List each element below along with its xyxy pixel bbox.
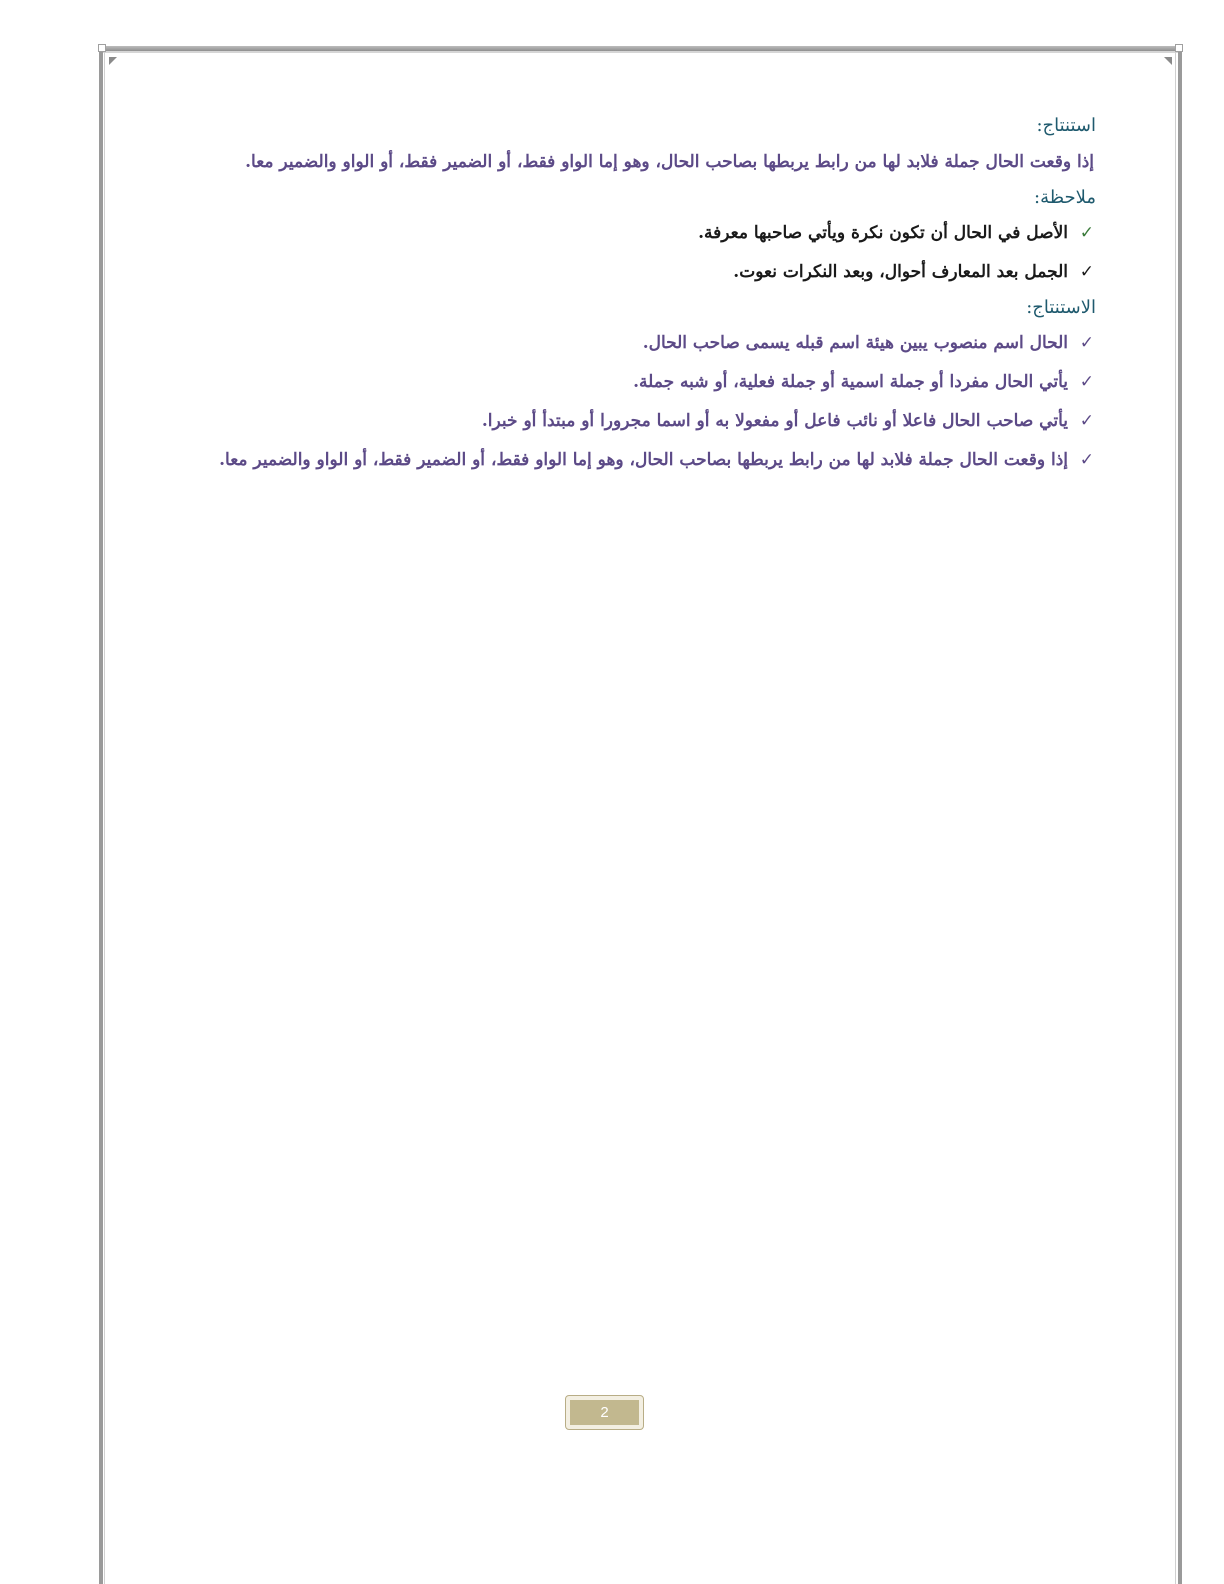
checkmark-icon: ✓ — [1079, 450, 1094, 470]
conclusion-heading-1: استنتاج: — [1036, 115, 1096, 136]
page-border-right — [1178, 46, 1182, 1584]
page-border-top — [102, 46, 1180, 51]
list-item — [150, 253, 1096, 292]
list-item-text: الجمل بعد المعارف أحوال، وبعد النكرات نعوت. — [733, 262, 1068, 282]
checkmark-icon: ✓ — [1079, 411, 1094, 431]
list-item — [150, 363, 1096, 402]
page-border-left — [99, 46, 103, 1584]
corner-mark-top-left — [109, 57, 117, 65]
checkmark-icon: ✓ — [1079, 262, 1094, 282]
conclusion-section-2 — [150, 292, 1096, 480]
checkmark-icon: ✓ — [1079, 333, 1094, 353]
list-item-text: الأصل في الحال أن تكون نكرة ويأتي صاحبها معرفة. — [698, 223, 1068, 243]
checkmark-icon: ✓ — [1079, 223, 1094, 243]
note-list — [150, 214, 1096, 292]
conclusion-heading-2: الاستنتاج: — [1026, 297, 1096, 318]
list-item-text: يأتي الحال مفردا أو جملة اسمية أو جملة فعلية، أو شبه جملة. — [633, 372, 1068, 392]
list-item-text: إذا وقعت الحال جملة فلابد لها من رابط يربطها بصاحب الحال، وهو إما الواو فقط، أو الضمير فقط، أو الواو والضمير معا. — [219, 450, 1068, 470]
list-item-text: الحال اسم منصوب يبين هيئة اسم قبله يسمى صاحب الحال. — [642, 333, 1068, 353]
list-item — [150, 214, 1096, 253]
list-item — [150, 441, 1096, 480]
note-section — [150, 182, 1096, 292]
corner-mark-top-right — [1164, 57, 1172, 65]
page-number: 2 — [570, 1400, 639, 1425]
note-heading: ملاحظة: — [1034, 187, 1096, 208]
conclusion-paragraph: إذا وقعت الحال جملة فلابد لها من رابط يربطها بصاحب الحال، وهو إما الواو فقط، أو الضمير فقط، أو الواو والضمير معا. — [245, 152, 1094, 172]
corner-box-top-right — [1175, 44, 1183, 52]
corner-box-top-left — [98, 44, 106, 52]
page-number-badge — [565, 1395, 644, 1430]
list-item-text: يأتي صاحب الحال فاعلا أو نائب فاعل أو مفعولا به أو اسما مجرورا أو مبتدأ أو خبرا. — [481, 411, 1068, 431]
checkmark-icon: ✓ — [1079, 372, 1094, 392]
list-item — [150, 324, 1096, 363]
conclusion-section-1 — [150, 110, 1096, 182]
list-item — [150, 402, 1096, 441]
conclusion-list — [150, 324, 1096, 480]
document-body — [150, 110, 1096, 480]
